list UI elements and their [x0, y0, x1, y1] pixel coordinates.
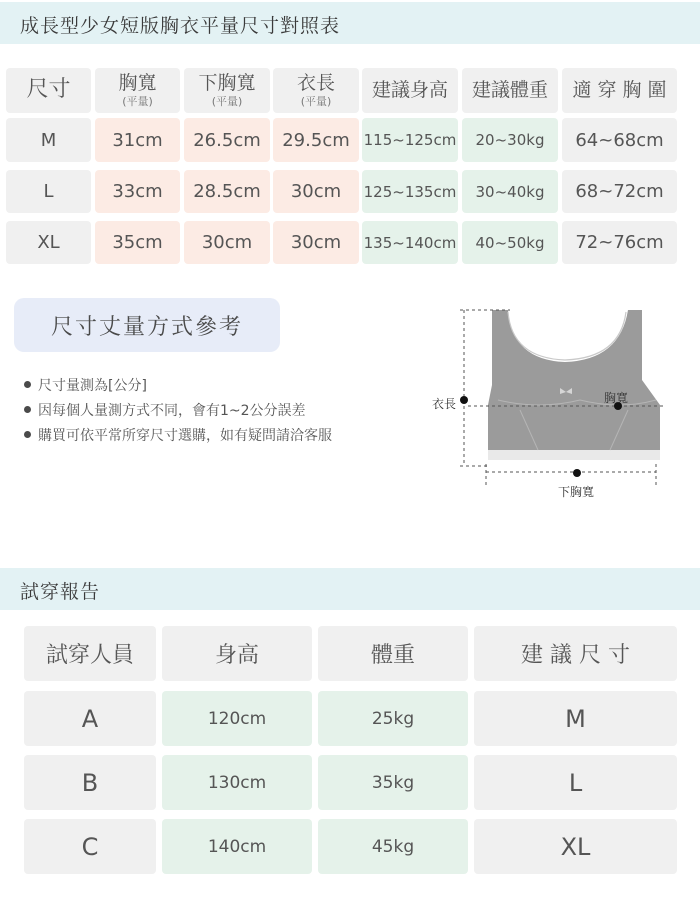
size-cell-chest — [95, 118, 180, 162]
cell-value: L — [43, 181, 54, 202]
cell-value: 125~135cm — [363, 182, 457, 201]
measurement-diagram — [420, 300, 680, 510]
note-item — [24, 397, 332, 422]
note-text: 購買可依平常所穿尺寸選購，如有疑問請洽客服 — [38, 427, 332, 444]
trial-header-weight — [318, 626, 468, 681]
bullet-icon — [24, 406, 31, 413]
note-item — [24, 372, 332, 397]
trial-title: 試穿報告 — [20, 581, 101, 603]
cell-value: 40~50kg — [475, 233, 545, 252]
cell-value: 68~72cm — [575, 181, 664, 202]
size-cell-height — [362, 118, 458, 162]
trial-cell-person — [24, 819, 156, 874]
size-header-height — [362, 68, 458, 113]
trial-cell-weight — [318, 755, 468, 810]
size-cell-bust — [562, 221, 677, 264]
size-cell-size — [6, 118, 91, 162]
cell-value: 26.5cm — [193, 129, 261, 151]
measure-method-title: 尺寸丈量方式參考 — [14, 298, 280, 352]
size-cell-weight — [462, 118, 558, 162]
size-cell-chest — [95, 170, 180, 213]
cell-value: M — [565, 704, 586, 733]
size-cell-bust — [562, 170, 677, 213]
header-label: 胸寬 — [118, 72, 157, 94]
cell-value: XL — [37, 232, 60, 253]
size-header-weight — [462, 68, 558, 113]
under-chest-marker — [573, 469, 581, 477]
cell-value: 30cm — [290, 181, 342, 202]
size-cell-bust — [562, 118, 677, 162]
header-label: 建議體重 — [471, 79, 548, 102]
header-label: 適 穿 胸 圍 — [572, 79, 667, 102]
cell-value: 140cm — [207, 836, 267, 857]
size-cell-under-chest — [184, 221, 270, 264]
trial-header-size — [474, 626, 677, 681]
cell-value: 30cm — [290, 232, 342, 253]
size-header-chest — [95, 68, 180, 113]
size-cell-chest — [95, 221, 180, 264]
size-header-length — [273, 68, 359, 113]
size-cell-length — [273, 118, 359, 162]
note-text: 尺寸量測為[公分] — [38, 377, 147, 394]
header-sublabel: (平量) — [211, 94, 243, 108]
cell-value: 45kg — [371, 836, 415, 857]
header-sublabel: (平量) — [300, 94, 332, 108]
cell-value: 120cm — [207, 708, 267, 729]
cell-value: 20~30kg — [475, 131, 545, 149]
length-marker — [460, 396, 468, 404]
garment-band — [488, 450, 660, 460]
bra-illustration — [420, 300, 680, 510]
trial-cell-weight — [318, 819, 468, 874]
size-cell-under-chest — [184, 170, 270, 213]
under-chest-label: 下胸寬 — [558, 485, 595, 499]
cell-value: M — [40, 129, 57, 151]
size-cell-weight — [462, 221, 558, 264]
cell-value: C — [81, 832, 99, 861]
header-label: 試穿人員 — [45, 643, 134, 668]
header-label: 體重 — [370, 643, 415, 668]
size-cell-size — [6, 221, 91, 264]
size-cell-under-chest — [184, 118, 270, 162]
trial-cell-height — [162, 819, 312, 874]
note-item — [24, 422, 332, 447]
cell-value: 35kg — [371, 772, 415, 793]
cell-value: 33cm — [112, 181, 163, 202]
cell-value: 130cm — [207, 772, 267, 793]
size-cell-length — [273, 170, 359, 213]
bullet-icon — [24, 431, 31, 438]
chest-label: 胸寬 — [604, 391, 629, 405]
length-label: 衣長 — [432, 397, 457, 411]
cell-value: 35cm — [112, 232, 163, 253]
size-cell-weight — [462, 170, 558, 213]
cell-value: 30~40kg — [475, 182, 545, 201]
trial-cell-person — [24, 755, 156, 810]
size-cell-height — [362, 170, 458, 213]
trial-cell-height — [162, 691, 312, 746]
cell-value: A — [81, 704, 99, 733]
trial-cell-person — [24, 691, 156, 746]
size-cell-size — [6, 170, 91, 213]
size-header-under-chest — [184, 68, 270, 113]
header-label: 衣長 — [296, 72, 335, 94]
header-label: 尺寸 — [26, 77, 71, 103]
header-label: 建議身高 — [371, 79, 448, 102]
header-label: 建 議 尺 寸 — [521, 643, 630, 668]
note-text: 因每個人量測方式不同，會有1~2公分誤差 — [38, 402, 306, 419]
cell-value: L — [568, 768, 583, 797]
trial-cell-size — [474, 819, 677, 874]
cell-value: XL — [560, 832, 591, 861]
header-sublabel: (平量) — [122, 94, 153, 108]
size-cell-height — [362, 221, 458, 264]
cell-value: 72~76cm — [575, 232, 664, 253]
size-cell-length — [273, 221, 359, 264]
cell-value: 31cm — [112, 129, 163, 151]
size-header-bust — [562, 68, 677, 113]
trial-banner — [0, 568, 700, 610]
cell-value: B — [81, 768, 99, 797]
cell-value: 30cm — [201, 232, 253, 253]
page-title: 成長型少女短版胸衣平量尺寸對照表 — [20, 15, 341, 37]
measure-notes — [24, 372, 332, 447]
size-header-size — [6, 68, 91, 113]
trial-header-height — [162, 626, 312, 681]
trial-cell-size — [474, 755, 677, 810]
cell-value: 135~140cm — [363, 233, 457, 252]
header-label: 身高 — [214, 643, 259, 668]
cell-value: 64~68cm — [575, 129, 664, 151]
trial-cell-size — [474, 691, 677, 746]
trial-header-person — [24, 626, 156, 681]
header-label: 下胸寬 — [198, 72, 256, 94]
title-banner — [0, 2, 700, 44]
cell-value: 115~125cm — [363, 131, 457, 149]
trial-cell-height — [162, 755, 312, 810]
cell-value: 29.5cm — [282, 129, 350, 151]
cell-value: 25kg — [371, 708, 415, 729]
trial-cell-weight — [318, 691, 468, 746]
bullet-icon — [24, 381, 31, 388]
cell-value: 28.5cm — [193, 181, 261, 202]
